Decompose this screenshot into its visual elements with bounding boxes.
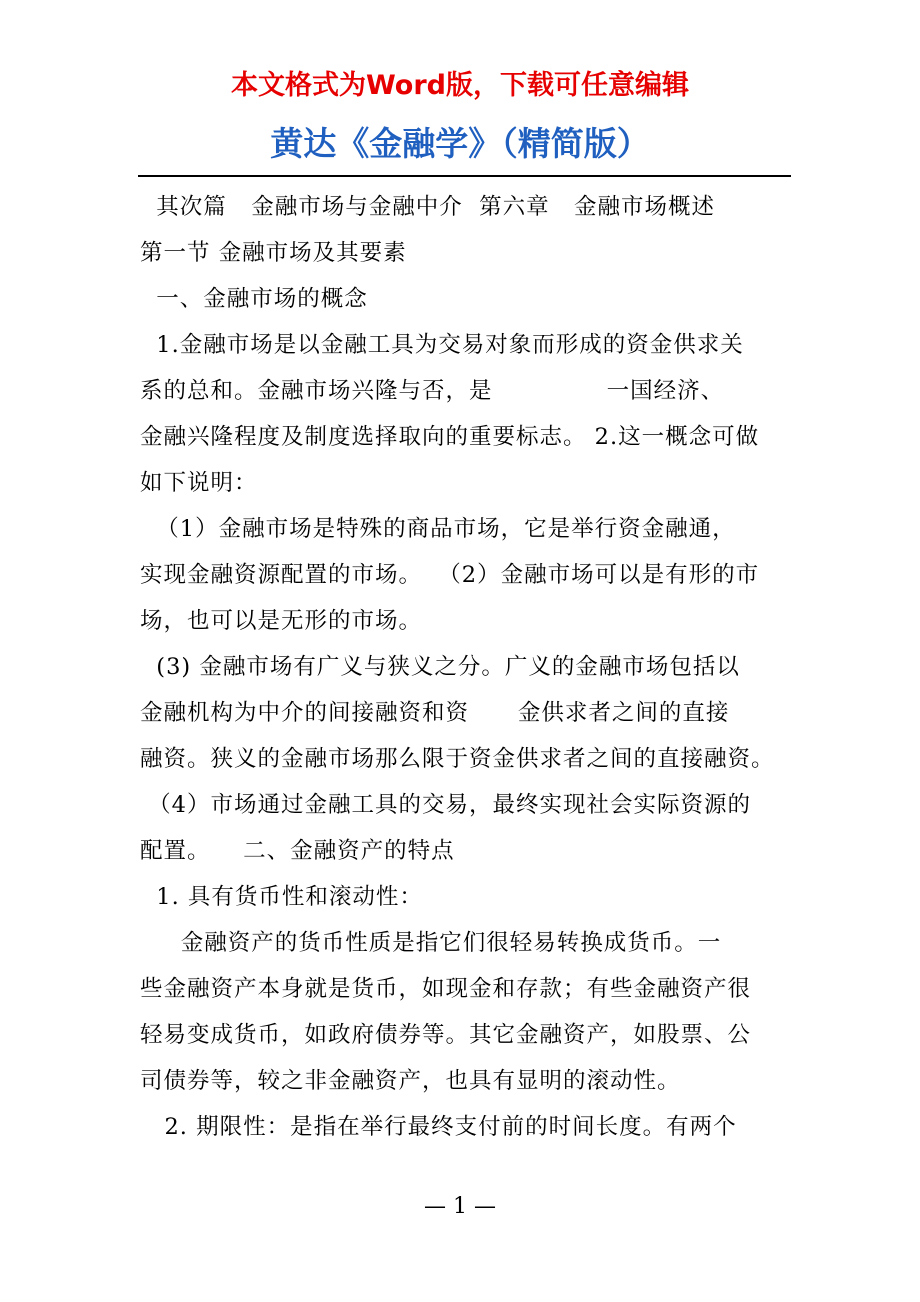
body-line: 些金融资产本身就是货币，如现金和存款；有些金融资产很 <box>140 976 752 1002</box>
body-line: 1. 具有货币性和滚动性： <box>140 884 423 910</box>
page-number: — 1 — <box>424 1194 496 1219</box>
body-line: (3) 金融市场有广义与狭义之分。广义的金融市场包括以 <box>140 654 740 680</box>
document-title: 黄达《金融学》（精简版） <box>270 124 650 163</box>
body-line: 系的总和。金融市场兴隆与否，是 一国经济、 <box>140 378 725 404</box>
body-line: 第一节 金融市场及其要素 <box>140 240 407 266</box>
body-line: 金融机构为中介的间接融资和资 金供求者之间的直接 <box>140 700 730 726</box>
body-line: （1）金融市场是特殊的商品市场，它是举行资金融通， <box>140 516 736 542</box>
body-line: （4）市场通过金融工具的交易，最终实现社会实际资源的 <box>140 792 751 818</box>
body-line: 其次篇 金融市场与金融中介 第六章 金融市场概述 <box>140 194 716 220</box>
body-line: 金融兴隆程度及制度选择取向的重要标志。 2.这一概念可做 <box>140 424 760 450</box>
body-line: 如下说明： <box>140 470 258 496</box>
body-line: 实现金融资源配置的市场。 （2）金融市场可以是有形的市 <box>140 562 760 588</box>
body-line: 金融资产的货币性质是指它们很轻易转换成货币。一 <box>140 930 722 956</box>
body-line: 司债券等，较之非金融资产，也具有显明的滚动性。 <box>140 1068 681 1094</box>
body-line: 2. 期限性：是指在举行最终支付前的时间长度。有两个 <box>140 1114 737 1140</box>
title-divider <box>138 175 791 177</box>
body-line: 配置。 二、金融资产的特点 <box>140 838 455 864</box>
body-line: 轻易变成货币，如政府债券等。其它金融资产，如股票、公 <box>140 1022 752 1048</box>
download-banner: 本文格式为Word版，下载可任意编辑 <box>230 70 689 101</box>
body-line: 融资。狭义的金融市场那么限于资金供求者之间的直接融资。 <box>140 746 775 772</box>
document-body <box>140 184 784 1150</box>
body-line: 一、金融市场的概念 <box>140 286 368 312</box>
body-line: 1.金融市场是以金融工具为交易对象而形成的资金供求关 <box>140 332 744 358</box>
body-line: 场，也可以是无形的市场。 <box>140 608 423 634</box>
